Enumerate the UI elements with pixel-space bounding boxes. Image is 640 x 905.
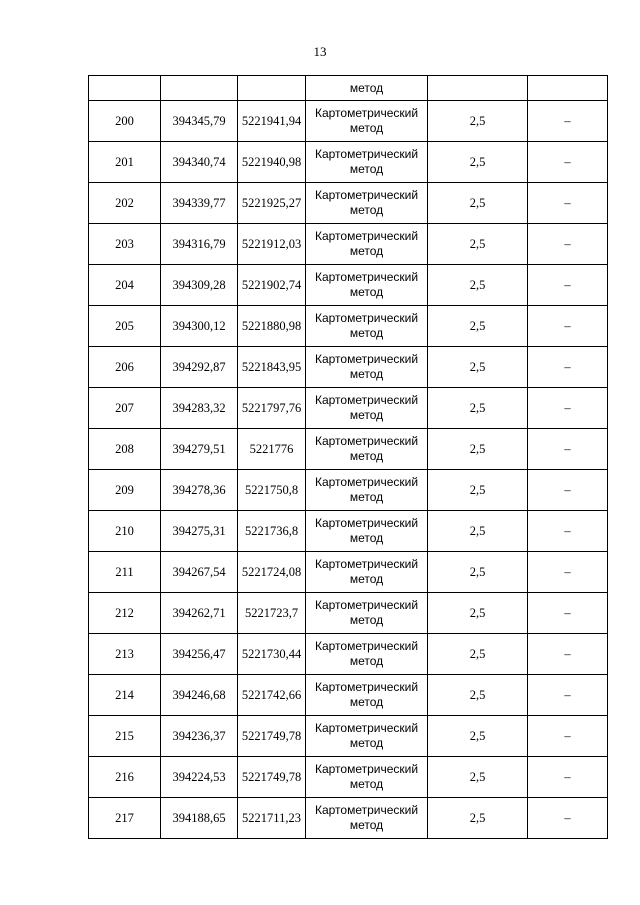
x-coordinate-cell: 394316,79 <box>161 224 238 265</box>
point-number-cell: 216 <box>89 757 161 798</box>
method-line-1: Картометрический <box>314 803 419 817</box>
y-coordinate-cell: 5221925,27 <box>238 183 306 224</box>
point-number-cell: 205 <box>89 306 161 347</box>
table-row <box>89 511 608 552</box>
table-row <box>89 470 608 511</box>
accuracy-cell: 2,5 <box>428 429 528 470</box>
point-number-cell: 203 <box>89 224 161 265</box>
description-cell: – <box>528 552 608 593</box>
method-line-2: метод <box>349 490 384 504</box>
method-cell <box>306 429 428 470</box>
continuation-cell-description <box>528 76 608 101</box>
point-number-cell: 209 <box>89 470 161 511</box>
description-cell: – <box>528 470 608 511</box>
x-coordinate-cell: 394267,54 <box>161 552 238 593</box>
description-cell: – <box>528 306 608 347</box>
accuracy-cell: 2,5 <box>428 757 528 798</box>
table-row <box>89 224 608 265</box>
y-coordinate-cell: 5221736,8 <box>238 511 306 552</box>
method-line-2: метод <box>349 654 384 668</box>
y-coordinate-cell: 5221843,95 <box>238 347 306 388</box>
description-cell: – <box>528 183 608 224</box>
accuracy-cell: 2,5 <box>428 265 528 306</box>
method-line-1: Картометрический <box>314 229 419 243</box>
table-row <box>89 101 608 142</box>
accuracy-cell: 2,5 <box>428 798 528 839</box>
accuracy-cell: 2,5 <box>428 224 528 265</box>
accuracy-cell: 2,5 <box>428 675 528 716</box>
description-cell: – <box>528 716 608 757</box>
table-row <box>89 265 608 306</box>
point-number-cell: 204 <box>89 265 161 306</box>
description-cell: – <box>528 347 608 388</box>
table-row <box>89 183 608 224</box>
method-line-1: Картометрический <box>314 721 419 735</box>
description-cell: – <box>528 757 608 798</box>
accuracy-cell: 2,5 <box>428 388 528 429</box>
page-number: 13 <box>313 44 327 59</box>
method-line-2: метод <box>349 695 384 709</box>
continuation-cell-method: метод <box>306 76 428 101</box>
y-coordinate-cell: 5221902,74 <box>238 265 306 306</box>
y-coordinate-cell: 5221749,78 <box>238 716 306 757</box>
accuracy-cell: 2,5 <box>428 511 528 552</box>
accuracy-cell: 2,5 <box>428 470 528 511</box>
continuation-cell-y <box>238 76 306 101</box>
method-line-1: Картометрический <box>314 393 419 407</box>
method-cell <box>306 593 428 634</box>
method-line-2: метод <box>349 449 384 463</box>
method-line-2: метод <box>349 162 384 176</box>
point-number-cell: 206 <box>89 347 161 388</box>
method-line-2: метод <box>349 326 384 340</box>
method-line-1: Картометрический <box>314 188 419 202</box>
method-line-1: Картометрический <box>314 762 419 776</box>
x-coordinate-cell: 394309,28 <box>161 265 238 306</box>
y-coordinate-cell: 5221749,78 <box>238 757 306 798</box>
point-number-cell: 212 <box>89 593 161 634</box>
point-number-cell: 200 <box>89 101 161 142</box>
method-line-1: Картометрический <box>314 516 419 530</box>
description-cell: – <box>528 388 608 429</box>
table-row <box>89 429 608 470</box>
method-cell <box>306 347 428 388</box>
point-number-cell: 217 <box>89 798 161 839</box>
description-cell: – <box>528 634 608 675</box>
method-cell <box>306 470 428 511</box>
table-row <box>89 142 608 183</box>
x-coordinate-cell: 394292,87 <box>161 347 238 388</box>
method-line-2: метод <box>349 777 384 791</box>
method-line-1: Картометрический <box>314 311 419 325</box>
method-line-1: Картометрический <box>314 106 419 120</box>
accuracy-cell: 2,5 <box>428 306 528 347</box>
accuracy-cell: 2,5 <box>428 347 528 388</box>
method-line-1: Картометрический <box>314 639 419 653</box>
y-coordinate-cell: 5221880,98 <box>238 306 306 347</box>
y-coordinate-cell: 5221940,98 <box>238 142 306 183</box>
point-number-cell: 202 <box>89 183 161 224</box>
description-cell: – <box>528 593 608 634</box>
x-coordinate-cell: 394278,36 <box>161 470 238 511</box>
y-coordinate-cell: 5221776 <box>238 429 306 470</box>
y-coordinate-cell: 5221750,8 <box>238 470 306 511</box>
y-coordinate-cell: 5221941,94 <box>238 101 306 142</box>
x-coordinate-cell: 394256,47 <box>161 634 238 675</box>
method-line-1: Картометрический <box>314 352 419 366</box>
method-line-1: Картометрический <box>314 557 419 571</box>
method-line-2: метод <box>349 244 384 258</box>
point-number-cell: 214 <box>89 675 161 716</box>
accuracy-cell: 2,5 <box>428 716 528 757</box>
description-cell: – <box>528 675 608 716</box>
method-cell <box>306 265 428 306</box>
method-cell <box>306 552 428 593</box>
description-cell: – <box>528 429 608 470</box>
point-number-cell: 211 <box>89 552 161 593</box>
point-number-cell: 201 <box>89 142 161 183</box>
description-cell: – <box>528 224 608 265</box>
method-line-1: Картометрический <box>314 475 419 489</box>
description-cell: – <box>528 265 608 306</box>
table-row <box>89 347 608 388</box>
method-line-2: метод <box>349 613 384 627</box>
method-line-1: Картометрический <box>314 598 419 612</box>
continuation-cell-number <box>89 76 161 101</box>
description-cell: – <box>528 511 608 552</box>
method-line-2: метод <box>349 121 384 135</box>
point-number-cell: 207 <box>89 388 161 429</box>
accuracy-cell: 2,5 <box>428 634 528 675</box>
method-line-2: метод <box>349 367 384 381</box>
description-cell: – <box>528 101 608 142</box>
method-cell <box>306 183 428 224</box>
coordinates-table <box>88 75 608 839</box>
method-line-1: Картометрический <box>314 147 419 161</box>
method-cell <box>306 675 428 716</box>
table-row <box>89 306 608 347</box>
y-coordinate-cell: 5221723,7 <box>238 593 306 634</box>
point-number-cell: 213 <box>89 634 161 675</box>
point-number-cell: 208 <box>89 429 161 470</box>
table-row <box>89 552 608 593</box>
method-cell <box>306 224 428 265</box>
x-coordinate-cell: 394236,37 <box>161 716 238 757</box>
method-cell <box>306 388 428 429</box>
x-coordinate-cell: 394339,77 <box>161 183 238 224</box>
method-line-1: Картометрический <box>314 270 419 284</box>
method-line-1: Картометрический <box>314 434 419 448</box>
x-coordinate-cell: 394300,12 <box>161 306 238 347</box>
x-coordinate-cell: 394188,65 <box>161 798 238 839</box>
table-row <box>89 388 608 429</box>
point-number-cell: 215 <box>89 716 161 757</box>
y-coordinate-cell: 5221711,23 <box>238 798 306 839</box>
method-cell <box>306 306 428 347</box>
accuracy-cell: 2,5 <box>428 183 528 224</box>
x-coordinate-cell: 394283,32 <box>161 388 238 429</box>
coordinates-table-body <box>89 76 608 839</box>
method-cell <box>306 757 428 798</box>
table-row <box>89 757 608 798</box>
table-row <box>89 716 608 757</box>
accuracy-cell: 2,5 <box>428 593 528 634</box>
point-number-cell: 210 <box>89 511 161 552</box>
method-line-2: метод <box>349 572 384 586</box>
table-row <box>89 634 608 675</box>
y-coordinate-cell: 5221742,66 <box>238 675 306 716</box>
method-cell <box>306 511 428 552</box>
x-coordinate-cell: 394345,79 <box>161 101 238 142</box>
x-coordinate-cell: 394224,53 <box>161 757 238 798</box>
accuracy-cell: 2,5 <box>428 142 528 183</box>
method-cell <box>306 798 428 839</box>
y-coordinate-cell: 5221797,76 <box>238 388 306 429</box>
y-coordinate-cell: 5221912,03 <box>238 224 306 265</box>
method-line-2: метод <box>349 203 384 217</box>
accuracy-cell: 2,5 <box>428 552 528 593</box>
method-line-2: метод <box>349 531 384 545</box>
method-cell <box>306 101 428 142</box>
method-line-1: Картометрический <box>314 680 419 694</box>
continuation-cell-accuracy <box>428 76 528 101</box>
continuation-row <box>89 76 608 101</box>
method-line-2: метод <box>349 818 384 832</box>
y-coordinate-cell: 5221724,08 <box>238 552 306 593</box>
table-row <box>89 593 608 634</box>
method-line-2: метод <box>349 408 384 422</box>
x-coordinate-cell: 394340,74 <box>161 142 238 183</box>
x-coordinate-cell: 394262,71 <box>161 593 238 634</box>
description-cell: – <box>528 798 608 839</box>
method-cell <box>306 716 428 757</box>
description-cell: – <box>528 142 608 183</box>
x-coordinate-cell: 394246,68 <box>161 675 238 716</box>
y-coordinate-cell: 5221730,44 <box>238 634 306 675</box>
accuracy-cell: 2,5 <box>428 101 528 142</box>
x-coordinate-cell: 394275,31 <box>161 511 238 552</box>
method-cell <box>306 142 428 183</box>
continuation-cell-x <box>161 76 238 101</box>
table-row <box>89 675 608 716</box>
x-coordinate-cell: 394279,51 <box>161 429 238 470</box>
method-line-2: метод <box>349 736 384 750</box>
table-row <box>89 798 608 839</box>
method-line-2: метод <box>349 285 384 299</box>
method-cell <box>306 634 428 675</box>
